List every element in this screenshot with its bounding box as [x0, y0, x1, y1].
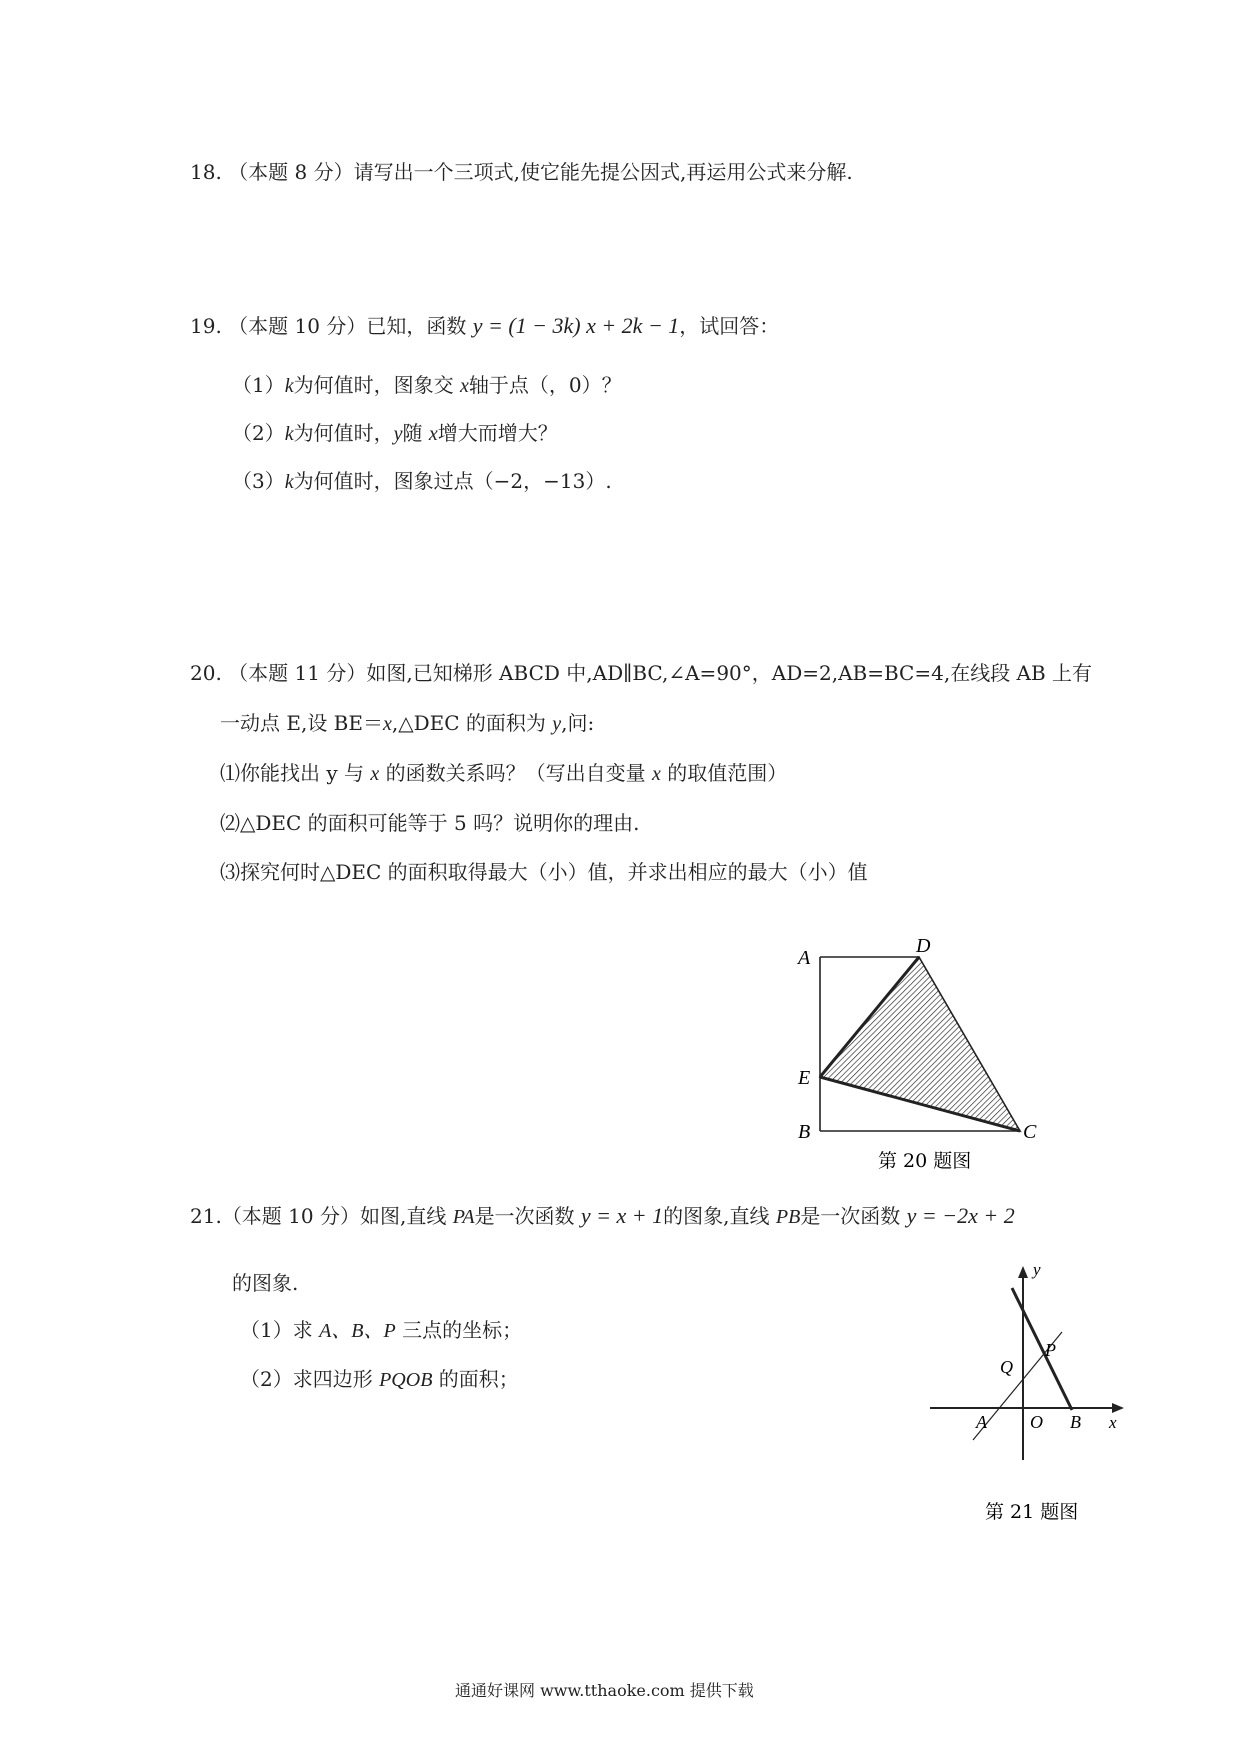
text: 的图象. — [232, 1271, 299, 1295]
function-formula: y = (1 − 3k) x + 2k − 1 — [472, 313, 680, 338]
text: 的图象,直线 — [663, 1204, 770, 1228]
footer-text: 通通好课网 www.tthaoke.com 提供下载 — [455, 1681, 754, 1700]
label-a: A — [976, 1412, 987, 1432]
item-text: 为何值时，图象交 — [293, 373, 454, 397]
text: 如图,直线 — [359, 1204, 447, 1228]
text: 的取值范围） — [667, 761, 788, 785]
variable-x: x — [428, 423, 438, 445]
text: （1）求 — [240, 1318, 313, 1342]
question-points: （本题 11 分） — [228, 661, 367, 685]
text: 的函数关系吗？（写出自变量 — [385, 761, 646, 785]
text: ⑴你能找出 y 与 — [220, 761, 365, 785]
text: 三点的坐标； — [402, 1318, 523, 1342]
question-text: 请写出一个三项式,使它能先提公因式,再运用公式来分解. — [353, 160, 853, 184]
label-d: D — [916, 935, 931, 957]
text: 的面积； — [438, 1367, 519, 1391]
item-label: （2） — [232, 421, 285, 445]
question-number: 21. — [190, 1204, 222, 1228]
question-points: （本题 10 分） — [228, 314, 367, 338]
q20-line-2 — [220, 713, 594, 734]
line-name-pa: PA — [452, 1206, 475, 1228]
q19-item-2 — [232, 423, 558, 444]
text: ,△DEC 的面积为 — [391, 711, 546, 735]
variable-x: x — [459, 375, 469, 397]
function-1: y = x + 1 — [580, 1203, 664, 1228]
text: 是一次函数 — [474, 1204, 575, 1228]
variable-k: k — [284, 423, 294, 445]
item-text: 随 — [402, 421, 423, 445]
variable-y: y — [552, 713, 562, 735]
item-text: 轴于点（，0）？ — [468, 373, 622, 397]
label-a: A — [798, 947, 811, 969]
text: ⑵△DEC 的面积可能等于 5 吗？说明你的理由. — [220, 811, 640, 835]
variable-x: x — [651, 763, 661, 785]
label-b: B — [1070, 1412, 1081, 1432]
question-intro: 已知，函数 — [366, 314, 467, 338]
q21-sub-2 — [240, 1369, 519, 1390]
q19-item-1 — [232, 375, 622, 396]
question-number: 18. — [190, 160, 222, 184]
item-label: （3） — [232, 469, 285, 493]
label-c: C — [1023, 1121, 1037, 1143]
question-18 — [190, 162, 853, 182]
line-name-pb: PB — [775, 1206, 801, 1228]
text: ⑶探究何时△DEC 的面积取得最大（小）值，并求出相应的最大（小）值 — [220, 860, 868, 884]
item-text: 增大而增大？ — [437, 421, 558, 445]
q20-sub-1 — [220, 763, 787, 784]
q20-sub-2 — [220, 813, 639, 833]
q20-sub-3 — [220, 862, 868, 882]
q21-line-2 — [232, 1273, 298, 1293]
q21-sub-1 — [240, 1320, 522, 1341]
label-o: O — [1030, 1412, 1043, 1432]
label-q: Q — [1000, 1357, 1013, 1377]
quadrilateral-pqob: PQOB — [379, 1369, 433, 1391]
label-x: x — [1109, 1413, 1117, 1432]
item-text: 为何值时，图象过点（−2，−13）. — [293, 469, 612, 493]
label-b: B — [798, 1121, 811, 1143]
question-text: 如图,已知梯形 ABCD 中,AD∥BC,∠A=90°，AD=2,AB=BC=4,在线段 AB 上有 — [366, 661, 1093, 685]
variable-x: x — [370, 763, 380, 785]
text: （2）求四边形 — [240, 1367, 373, 1391]
question-number: 20. — [190, 661, 222, 685]
variable-x: x — [382, 713, 392, 735]
label-e: E — [798, 1067, 811, 1089]
q19-item-3 — [232, 471, 612, 492]
text: 一动点 E,设 BE＝ — [220, 711, 383, 735]
text: 是一次函数 — [800, 1204, 901, 1228]
question-points: （本题 10 分） — [221, 1204, 360, 1228]
footer — [455, 1683, 754, 1699]
variable-k: k — [284, 375, 294, 397]
figure-20 — [790, 935, 1070, 1180]
points-abp: A、B、P — [319, 1320, 396, 1342]
question-number: 19. — [190, 314, 222, 338]
question-points: （本题 8 分） — [228, 160, 354, 184]
variable-k: k — [284, 471, 294, 493]
label-y: y — [1033, 1260, 1041, 1279]
x-axis-arrow — [1112, 1403, 1124, 1413]
variable-y: y — [393, 423, 403, 445]
item-text: 为何值时， — [293, 421, 394, 445]
question-20 — [190, 663, 1092, 683]
item-label: （1） — [232, 373, 285, 397]
line-pb — [1012, 1288, 1072, 1410]
question-tail: ，试回答： — [679, 314, 780, 338]
text: ,问: — [561, 711, 595, 735]
question-19 — [190, 315, 779, 337]
figure-21 — [920, 1260, 1140, 1520]
function-2: y = −2x + 2 — [906, 1203, 1015, 1228]
question-21 — [190, 1205, 1015, 1227]
label-p: P — [1045, 1340, 1056, 1360]
figure-caption: 第 21 题图 — [985, 1501, 1079, 1520]
y-axis-arrow — [1018, 1266, 1028, 1278]
figure-caption: 第 20 题图 — [878, 1150, 972, 1172]
